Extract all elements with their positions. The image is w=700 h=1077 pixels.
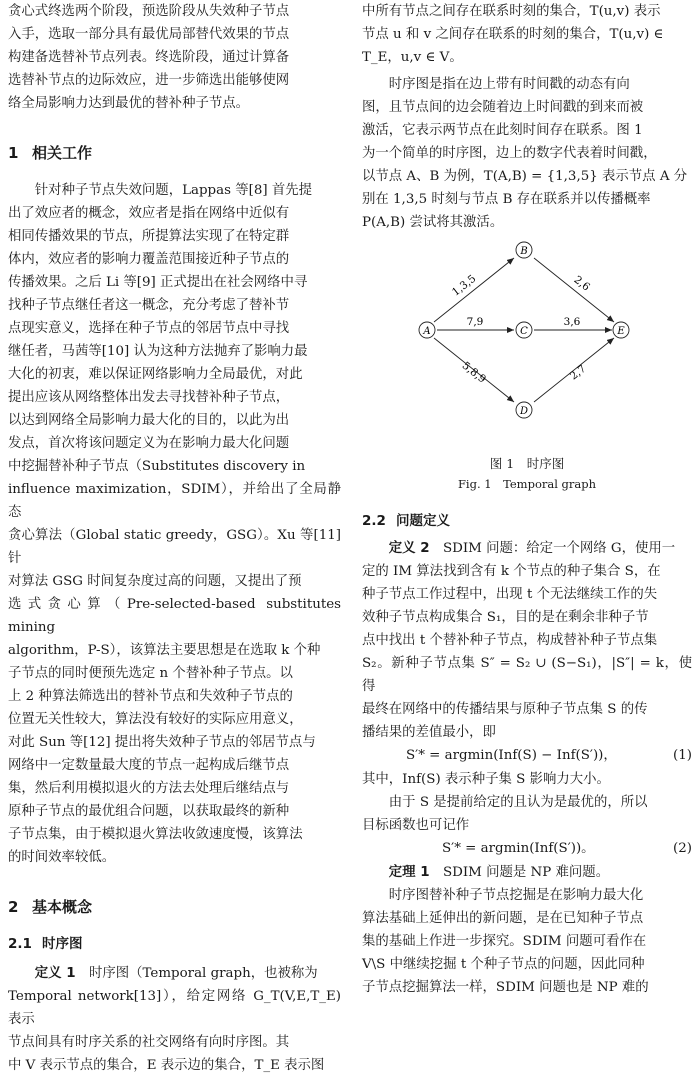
node-e — [613, 322, 629, 338]
text-line: 定的 IM 算法找到含有 k 个节点的种子集合 S，在 — [362, 564, 661, 579]
definition-1-continued — [362, 0, 692, 69]
text-line — [362, 537, 692, 560]
text-line: 针对种子节点失效问题，Lappas 等[8] 首先提 — [34, 183, 313, 198]
section-title: 基本概念 — [32, 898, 93, 916]
text-line: 播结果的差值最小，即 — [362, 725, 496, 740]
text-line: 对算法 GSG 时间复杂度过高的问题，又提出了预 — [8, 574, 302, 589]
definition-text: SDIM 问题：给定一个网络 G，使用一 — [442, 541, 676, 556]
text-line: influence maximization，SDIM），并给出了全局静态 — [8, 482, 341, 520]
right-column — [362, 0, 692, 999]
definition-1 — [8, 962, 341, 1077]
text-line: 目标函数也可记作 — [362, 818, 470, 833]
text-line: 点现实意义，选择在种子节点的邻居节点中寻找 — [8, 321, 290, 336]
text-line: 节点间具有时序关系的社交网络有向时序图。其 — [8, 1035, 290, 1050]
node-label: C — [520, 326, 528, 337]
node-c — [516, 322, 532, 338]
edge-label-d-e: 2,7 — [567, 362, 589, 383]
subsection-heading-temporal-graph — [8, 933, 341, 956]
left-column — [8, 0, 341, 1077]
equation-2 — [362, 837, 692, 861]
text-line: 算法基础上延伸出的新问题，是在已知种子节点 — [362, 911, 644, 926]
text-line: 集，然后利用模拟退火的方法去处理后继结点与 — [8, 781, 290, 796]
figure-caption-cn: 图 1 时序图 — [489, 456, 565, 471]
edge-label-a-c: 7,9 — [466, 316, 484, 328]
text-line: 激活，它表示两节点在此刻时间存在联系。图 1 — [362, 123, 643, 138]
node-b — [516, 242, 532, 258]
related-work-paragraph — [8, 179, 341, 869]
equation-number: (1) — [673, 748, 692, 763]
text-line: 子节点的同时便预先选定 n 个替补种子节点。以 — [8, 666, 293, 681]
text-line: 以节点 A、B 为例，T(A,B) = {1,3,5} 表示节点 A 分 — [362, 169, 688, 184]
text-line: 大化的初衷，难以保证网络影响力全局最优，对此 — [8, 367, 303, 382]
text-line: 中挖掘替补种子节点（Substitutes discovery in — [8, 459, 306, 474]
intro-paragraph — [8, 0, 341, 115]
edge-label-a-b: 1,3,5 — [449, 272, 479, 299]
node-label: E — [617, 326, 625, 337]
text-line: 节点 u 和 v 之间存在联系的时刻的集合，T(u,v) ∈ — [362, 27, 664, 42]
text-line: 发点，首次将该问题定义为在影响力最大化问题 — [8, 436, 290, 451]
text-line: 体内，效应者的影响力覆盖范围接近种子节点的 — [8, 252, 290, 267]
text-line: 以达到网络全局影响力最大化的目的，以此为出 — [8, 413, 290, 428]
text-line: 找种子节点继任者这一概念，充分考虑了替补节 — [8, 298, 290, 313]
text-line: 为一个简单的时序图，边上的数字代表着时间戳， — [362, 146, 657, 161]
text-line: 子节点集，由于模拟退火算法收敛速度慢，该算法 — [8, 827, 303, 842]
subsection-heading-problem-definition — [362, 510, 692, 533]
node-label: A — [423, 326, 431, 337]
text-line: 时序图是指在边上带有时间戳的动态有向 — [388, 77, 630, 92]
text-line: S₂。新种子节点集 S″ = S₂ ∪ (S−S₁)，|S″| = k，使得 — [362, 656, 692, 694]
theorem-1 — [362, 861, 692, 884]
definition-label: 定义 1 — [34, 966, 76, 981]
definition-label: 定义 2 — [388, 541, 430, 556]
text-line: 相同传播效果的节点，所提算法实现了在特定群 — [8, 229, 290, 244]
text-line: T_E，u,v ∈ V。 — [362, 50, 463, 65]
equation-body: S′* = argmin(Inf(S′))。 — [442, 841, 595, 856]
text-line: 出了效应者的概念，效应者是指在网络中近似有 — [8, 206, 290, 221]
section-title: 相关工作 — [32, 144, 93, 162]
text-line: 的时间效率较低。 — [8, 850, 116, 865]
text-line: 由于 S 是提前给定的且认为是最优的，所以 — [388, 795, 648, 810]
text-line: 提出应该从网络整体出发去寻找替补种子节点， — [8, 390, 290, 405]
text-line: 选式贪心算（Pre-selected-based substitutes mining — [8, 597, 341, 635]
section-heading-related-work — [8, 142, 341, 165]
text-line: P(A,B) 尝试将其激活。 — [362, 215, 504, 230]
text-line: Temporal network[13]），给定网络 G_T(V,E,T_E) 表示 — [8, 989, 341, 1027]
edge-a-b — [434, 258, 514, 322]
text-line: 时序图替补种子节点挖掘是在影响力最大化 — [388, 888, 644, 903]
temporal-graph-paragraph — [362, 73, 692, 234]
text-line: 贪心算法（Global static greedy，GSG）。Xu 等[11] 针 — [8, 528, 341, 566]
equation-body: S′* = argmin(Inf(S) − Inf(S′))， — [406, 748, 617, 763]
text-line: 入手，选取一部分具有最优局部替代效果的节点 — [8, 27, 290, 42]
subsection-title: 时序图 — [42, 936, 83, 952]
node-label: B — [520, 246, 528, 257]
np-hard-paragraph — [362, 884, 692, 999]
text-line: 构建备选替补节点列表。终选阶段，通过计算备 — [8, 50, 290, 65]
text-line: 效种子节点构成集合 S₁，目的是在剩余非种子节 — [362, 610, 649, 625]
section-number: 1 — [8, 144, 19, 162]
equation-number: (2) — [673, 841, 692, 856]
text-line: 继任者，马茜等[10] 认为这种方法抛弃了影响力最 — [8, 344, 308, 359]
text-line: 贪心式终选两个阶段，预选阶段从失效种子节点 — [8, 4, 290, 19]
theorem-text: SDIM 问题是 NP 难问题。 — [442, 865, 610, 880]
text-line: 其中，Inf(S) 表示种子集 S 影响力大小。 — [362, 772, 610, 787]
section-heading-basic-concepts — [8, 896, 341, 919]
definition-2 — [362, 537, 692, 744]
figure-1 — [362, 234, 692, 494]
theorem-label: 定理 1 — [388, 865, 430, 880]
text-line: V\S 中继续挖掘 t 个种子节点的问题，因此同种 — [362, 957, 645, 972]
text-line: 选替补节点的边际效应，进一步筛选出能够使网 — [8, 73, 290, 88]
text-line: 网络中一定数量最大度的节点一起构成后继节点 — [8, 758, 290, 773]
subsection-number: 2.2 — [362, 513, 386, 529]
text-line: 位置无关性较大，算法没有较好的实际应用意义， — [8, 712, 303, 727]
text-line: 上 2 种算法筛选出的替补节点和失效种子节点的 — [8, 689, 293, 704]
node-label: D — [519, 406, 529, 417]
edge-label-c-e: 3,6 — [563, 316, 581, 328]
node-d — [516, 402, 532, 418]
edge-label-b-e: 2,6 — [571, 273, 593, 294]
subsection-title: 问题定义 — [396, 513, 450, 529]
text-line: 最终在网络中的传播结果与原种子节点集 S 的传 — [362, 702, 648, 717]
edge-b-e — [534, 258, 614, 322]
text-line: 对此 Sun 等[12] 提出将失效种子节点的邻居节点与 — [8, 735, 316, 750]
figure-caption-en: Fig. 1 Temporal graph — [457, 477, 597, 491]
text-line: 传播效果。之后 Li 等[9] 正式提出在社会网络中寻 — [8, 275, 308, 290]
equation-1 — [362, 744, 692, 768]
objective-paragraph — [362, 791, 692, 837]
text-line: algorithm，P-S），该算法主要思想是在选取 k 个种 — [8, 643, 321, 658]
text-line: 原种子节点的最优组合问题，以获取最终的新种 — [8, 804, 290, 819]
section-number: 2 — [8, 898, 19, 916]
node-a — [419, 322, 435, 338]
text-line: 图，且节点间的边会随着边上时间戳的到来而被 — [362, 100, 644, 115]
subsection-number: 2.1 — [8, 936, 32, 952]
definition-text: 时序图（Temporal graph，也被称为 — [88, 966, 318, 981]
text-line: 中 V 表示节点的集合，E 表示边的集合，T_E 表示图 — [8, 1058, 325, 1073]
text-line: 点中找出 t 个替补种子节点，构成替补种子节点集 — [362, 633, 658, 648]
text-line: 子节点挖掘算法一样，SDIM 问题也是 NP 难的 — [362, 980, 649, 995]
text-line — [8, 962, 341, 985]
text-line: 中所有节点之间存在联系时刻的集合，T(u,v) 表示 — [362, 4, 661, 19]
text-line: 种子节点工作过程中，出现 t 个无法继续工作的失 — [362, 587, 658, 602]
text-line: 别在 1,3,5 时刻与节点 B 存在联系并以传播概率 — [362, 192, 651, 207]
edge-label-a-d: 5,8,9 — [459, 359, 489, 386]
text-line: 络全局影响力达到最优的替补种子节点。 — [8, 96, 250, 111]
temporal-graph-diagram — [362, 234, 692, 444]
text-line: 集的基础上作进一步探究。SDIM 问题可看作在 — [362, 934, 647, 949]
